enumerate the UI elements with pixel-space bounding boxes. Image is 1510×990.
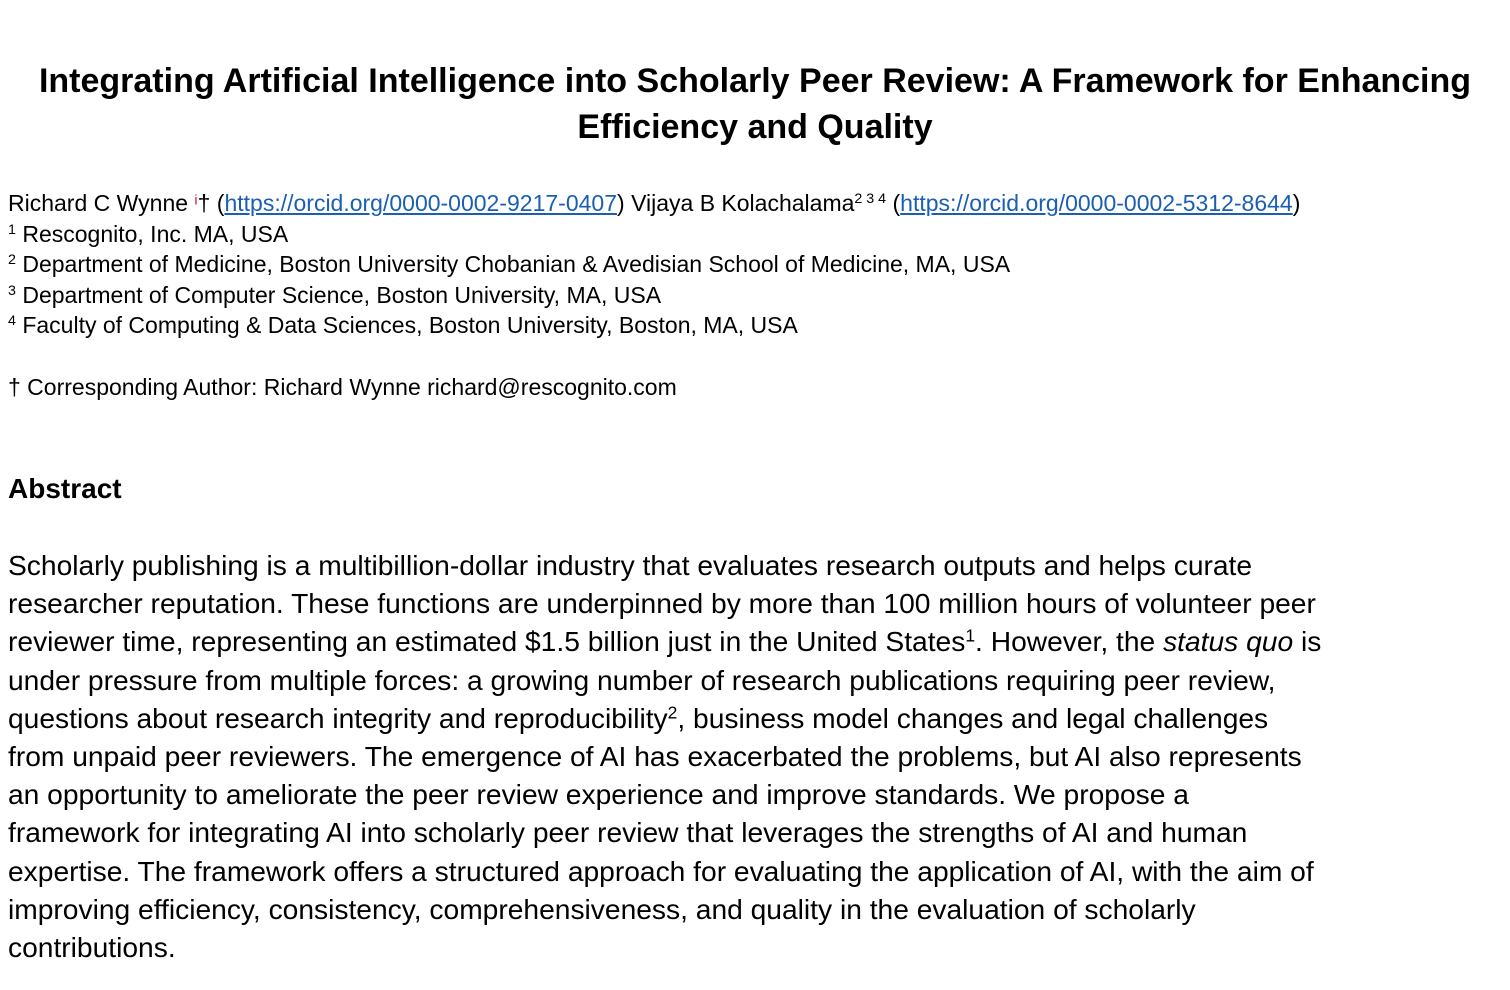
- affiliation-4: [8, 310, 1300, 341]
- abstract-line: framework for integrating AI into scholarly peer review that leverages the strengths of AI and human: [8, 816, 1248, 849]
- italic-phrase: status quo: [1163, 625, 1294, 658]
- affiliation-1-number: 1: [8, 221, 16, 238]
- abstract-line-text: , business model changes and legal challenges: [677, 701, 1269, 734]
- affiliation-1-text: Rescognito, Inc. MA, USA: [22, 220, 289, 247]
- abstract-line: improving efficiency, consistency, comprehensiveness, and quality in the evaluation of scholarly: [8, 892, 1196, 925]
- author-block: [8, 188, 1300, 341]
- abstract-line: contributions.: [8, 930, 176, 963]
- affiliation-3-text: Department of Computer Science, Boston University, MA, USA: [22, 281, 662, 308]
- affiliation-2-number: 2: [8, 252, 16, 269]
- abstract-line: an opportunity to ameliorate the peer review experience and improve standards. We propose a: [8, 778, 1189, 811]
- affiliation-2: [8, 249, 1300, 280]
- corresponding-author: † Corresponding Author: Richard Wynne richard@rescognito.com: [8, 374, 677, 400]
- corresponding-dagger: †: [197, 190, 211, 216]
- author-2-orcid-link[interactable]: https://orcid.org/0000-0002-5312-8644: [900, 190, 1293, 216]
- author-line: Richard C Wynne $^i$† (https://orcid.org/0000-0002-9217-0407) Vijaya B Kolachalama$^{2 3 4}$ (https://orcid.org/0000-0002-5312-8644): [8, 190, 1301, 216]
- affiliation-1: [8, 219, 1300, 250]
- abstract-line: expertise. The framework offers a structured approach for evaluating the application of AI, with the aim of: [8, 854, 1314, 887]
- affiliation-2-text: Department of Medicine, Boston University Chobanian & Avedisian School of Medicine, MA, USA: [22, 251, 1011, 277]
- abstract-heading: Abstract: [8, 473, 122, 504]
- abstract-line-text: questions about research integrity and reproducibility: [8, 701, 668, 734]
- author-1-superscript: i: [194, 192, 198, 209]
- abstract-line: under pressure from multiple forces: a growing number of research publications requiring peer review,: [8, 663, 1276, 696]
- abstract-line-text: . However, the: [975, 625, 1164, 658]
- citation-1: 1: [965, 625, 976, 646]
- author-1-name: Richard C Wynne: [8, 190, 189, 216]
- paper-title: Integrating Artificial Intelligence into Scholarly Peer Review: A Framework for Enhancing Efficiency and Quality: [38, 62, 1472, 146]
- abstract-line-text: reviewer time, representing an estimated $1.5 billion just in the United States: [8, 625, 966, 658]
- author-1-orcid-link[interactable]: https://orcid.org/0000-0002-9217-0407: [224, 190, 618, 216]
- affiliation-4-number: 4: [8, 313, 16, 330]
- author-2-name: Vijaya B Kolachalama: [631, 190, 855, 216]
- abstract-line: [8, 622, 1503, 660]
- affiliation-4-text: Faculty of Computing & Data Sciences, Boston University, Boston, MA, USA: [22, 312, 798, 338]
- affiliation-3-number: 3: [8, 282, 16, 299]
- abstract-line: [8, 699, 1503, 737]
- abstract-body: [8, 546, 1503, 966]
- author-2-superscript: 2 3 4: [854, 191, 887, 208]
- abstract-line: from unpaid peer reviewers. The emergence of AI has exacerbated the problems, but AI also represents: [8, 739, 1302, 772]
- abstract-line: researcher reputation. These functions are underpinned by more than 100 million hours of volunteer peer: [8, 587, 1316, 620]
- citation-2: 2: [667, 702, 678, 723]
- abstract-line-text: is: [1293, 625, 1322, 658]
- abstract-line: Scholarly publishing is a multibillion-dollar industry that evaluates research outputs and helps curate: [8, 549, 1253, 581]
- affiliation-3: [8, 280, 1300, 311]
